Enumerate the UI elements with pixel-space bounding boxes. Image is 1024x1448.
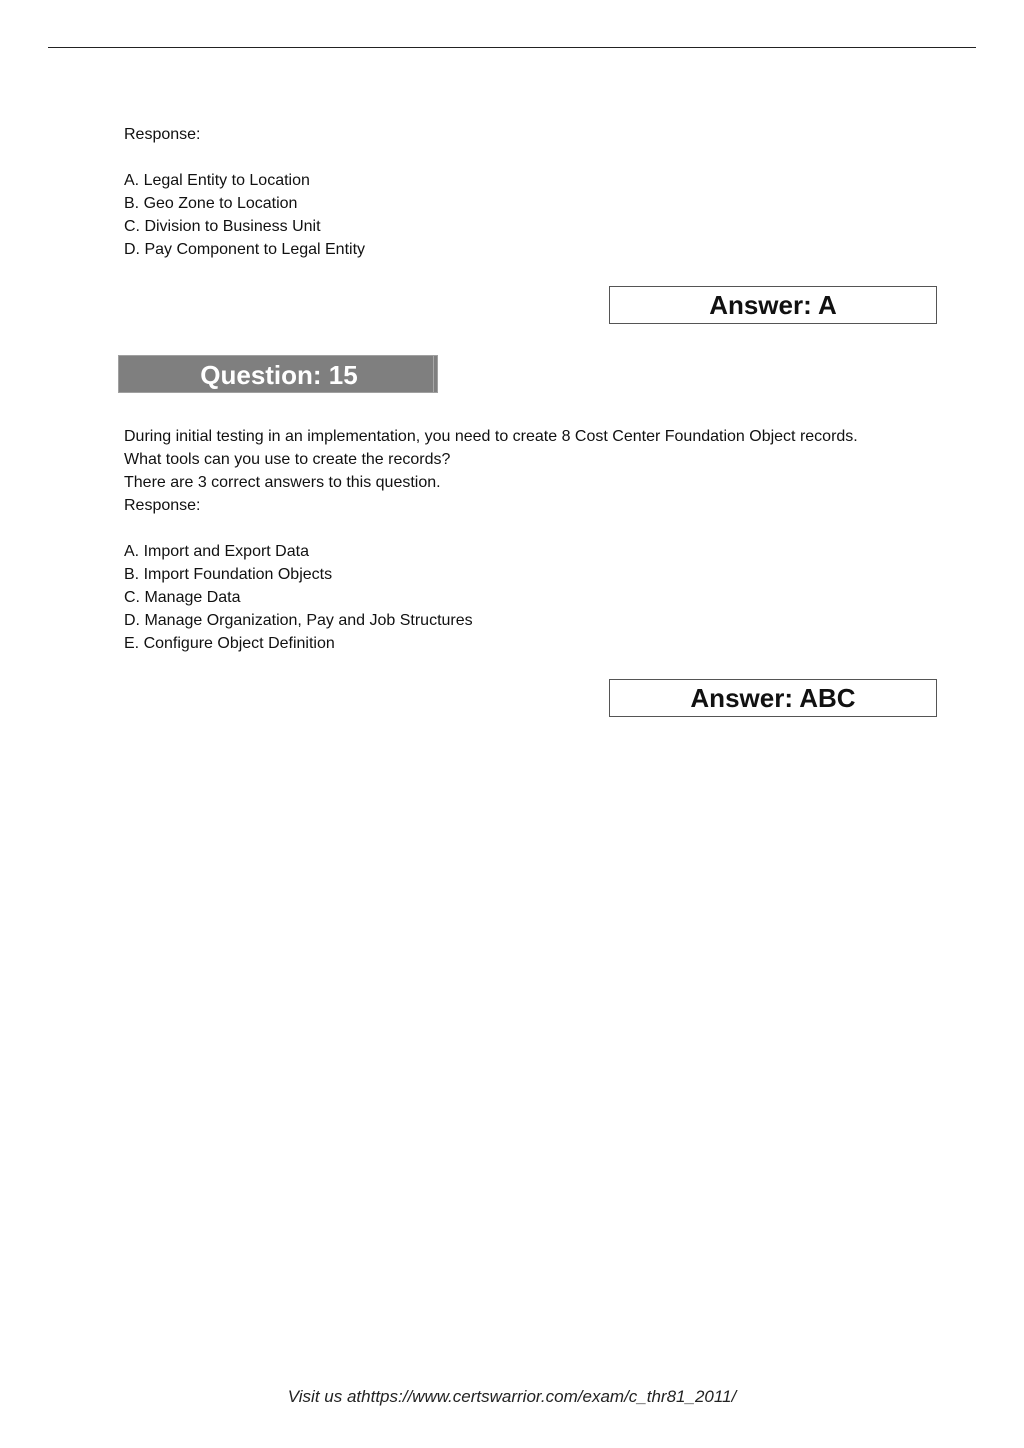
question-header xyxy=(118,355,438,393)
option-b: B. Geo Zone to Location xyxy=(124,195,298,212)
response-label: Response: xyxy=(124,126,201,143)
question-stem-line: What tools can you use to create the records? xyxy=(124,451,451,468)
option-d: D. Manage Organization, Pay and Job Structures xyxy=(124,612,473,629)
option-c: C. Manage Data xyxy=(124,589,241,606)
question-block xyxy=(124,425,858,655)
answer-box: Answer: A xyxy=(609,286,937,324)
answer-box: Answer: ABC xyxy=(609,679,937,717)
header-divider xyxy=(48,47,976,48)
option-d: D. Pay Component to Legal Entity xyxy=(124,241,366,258)
previous-question-block xyxy=(124,123,365,261)
question-title: Question: 15 xyxy=(200,360,358,390)
spacer xyxy=(124,146,365,169)
response-label: Response: xyxy=(124,497,201,514)
question-stem-line: There are 3 correct answers to this question. xyxy=(124,474,441,491)
option-e: E. Configure Object Definition xyxy=(124,635,335,652)
option-c: C. Division to Business Unit xyxy=(124,218,321,235)
spacer xyxy=(124,517,858,540)
option-a: A. Import and Export Data xyxy=(124,543,309,560)
option-b: B. Import Foundation Objects xyxy=(124,566,333,583)
footer-link-text[interactable]: Visit us athttps://www.certswarrior.com/exam/c_thr81_2011/ xyxy=(287,1387,737,1406)
option-a: A. Legal Entity to Location xyxy=(124,172,310,189)
question-stem-line: During initial testing in an implementation, you need to create 8 Cost Center Foundation Object records. xyxy=(124,428,858,445)
